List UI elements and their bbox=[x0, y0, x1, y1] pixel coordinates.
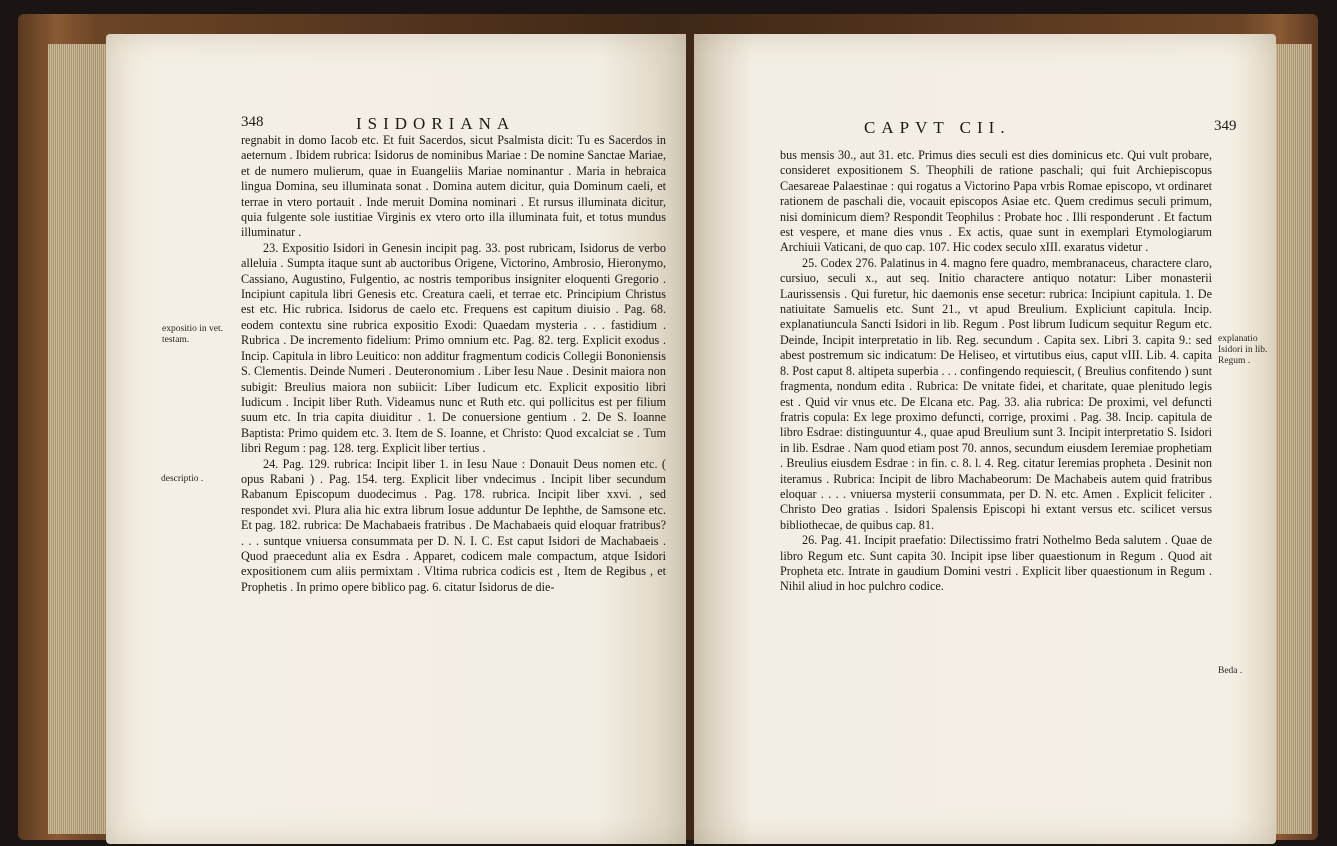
right-paragraph-3: 26. Pag. 41. Incipit praefatio: Dilectissimo fratri Nothelmo Beda salutem . Quae de libro Regum etc. Sunt capita 30. Incipit ipse liber quaestionum in Regum . Quod ait Propheta etc. Intrate in gaudium Domini vestri . Explicit liber quaestionum in Regum . Nihil aliud in hoc pulchro codice. bbox=[780, 533, 1212, 594]
left-page bbox=[106, 34, 686, 844]
left-paragraph-3: 24. Pag. 129. rubrica: Incipit liber 1. in Iesu Naue : Donauit Deus nomen etc. ( opus Rabani ) . Pag. 154. terg. Explicit liber vndecimus . Incipit liber secundum Rabanum Episcopum duodecimus . Pag. 178. rubrica. Incipit liber xxvi. , sed respondet xvi. Plura alia hic extra librum Iosue adduntur De Iephthe, de Samsone etc. Et pag. 182. rubrica: De Machabaeis fratribus . De Machabaeis quid eloquar fratribus? . . . suntque vniuersa consummata per D. N. I. C. Est caput Isidori de Machabaeis . Quod praecedunt alia ex Esdra . Apparet, codicem male compactum, atque Isidori expositionem cum aliis permixtam . Vltima rubrica codicis est , Item de Regibus , et Prophetis . In primo opere biblico pag. 6. citatur Isidorus de die- bbox=[241, 456, 666, 594]
right-page-number: 349 bbox=[1214, 118, 1237, 134]
margin-note-explanatio: explanatio Isidori in lib. Regum . bbox=[1218, 334, 1268, 366]
right-running-title: CAPVT CII. bbox=[864, 118, 1011, 137]
left-page-edges bbox=[48, 44, 106, 834]
left-page-number: 348 bbox=[241, 114, 264, 130]
left-paragraph-1: regnabit in domo Iacob etc. Et fuit Sacerdos, sicut Psalmista dicit: Tu es Sacerdos in aeternum . Ibidem rubrica: Isidorus de nominibus Mariae : De nomine Sanctae Mariae, et de numero mulierum, quae in Euangeliis Mariae nominantur . Maria in hebraica lingua Domina, seu illuminata sonat . Domina autem dicitur, quia Dominum caeli, et terrae in vtero portauit . Inde meruit Domina nominari . Et rursus illuminata dicitur, quia fulgente sole iustitiae Virginis ex vtero orto illa illuminata fuit, et totus mundus illuminatur . bbox=[241, 133, 666, 240]
margin-note-expositio: expositio in vet. testam. bbox=[162, 324, 223, 345]
left-page-body bbox=[241, 133, 666, 595]
right-page-body bbox=[780, 148, 1212, 595]
left-running-title: ISIDORIANA bbox=[356, 114, 516, 133]
margin-note-descriptio: descriptio . bbox=[161, 474, 204, 484]
right-paragraph-1: bus mensis 30., aut 31. etc. Primus dies seculi est dies dominicus etc. Qui vult probare, consideret expositionem S. Theophili de ratione paschali; qui fuit Archiepiscopus Caesareae Palaestinae : qui rogatus a Victorino Papa vrbis Romae episcopo, vt ordinaret rationem de paschali die, vocauit episcopos Asiae etc. Quem credimus seculi primum, nisi dominicum diem? Respondit Teophilus : Probate hoc . Illi responderunt . Et factum est vespere, et mane dies vnus . Ex actis, quae sunt in exemplari Etymologiarum Archiuii Vaticani, de quo cap. 107. Hic codex seculo xIII. exaratus videtur . bbox=[780, 148, 1212, 255]
right-page-edges bbox=[1276, 44, 1312, 834]
right-paragraph-2: 25. Codex 276. Palatinus in 4. magno fere quadro, membranaceus, charactere claro, cursiuo, seculi x., aut seq. Initio charactere antiquo notatur: Liber monasterii Laurissensis . Qui furetur, hic daemonis ense secetur: rubrica: Incipiunt capitula. 1. De natiuitate Samuelis etc. Sunt 21., vt apud Breulium. Expliciunt capitula. Incip. explanatiuncula Sancti Isidori in lib. Regum . Post librum Iudicum sequitur Regum etc. Deinde, Incipit interpretatio in lib. Reg. secundum . Capita sex. Libri 3. capita 9.: sed abest postremum sic indicatum: De Heliseo, et virtutibus eius, caput vIII. Lib. 4. capita 8. Post caput 8. altipeta superbia . . . confingendo requiescit, ( Breulius confitendo ) sunt fragmenta, nondum edita . Rubrica: De vnitate fidei, et charitate, quae plenitudo legis est . Quid vir vnus etc. De Elcana etc. Pag. 33. alia rubrica: De proximi, vel defuncti fratris copula: Ex lege proximo defuncti, corrige, proximi . Pag. 38. Incip. capitula de libro Esdrae: distinguuntur 4., quae apud Breulium sunt 3. Incipit interpretatio S. Isidori in lib. Esdrae . Nam quod etiam post 70. annos, secundum eiusdem Ieremiae prophetiam . Breulius eiusdem Esdrae : in fin. c. 8. l. 4. Reg. citatur Ieremias propheta . Desinit non iteramus . Rubrica: Incipit de libro Machabeorum: De Machabeis autem quid fratribus eloquar . . . . vniuersa mysterii consummata, per D. N. etc. Amen . Explicit feliciter . Christo Deo gratias . Isidori Spalensis Episcopi hi extant versus etc. scilicet versus bibliothecae, de quibus cap. 81. bbox=[780, 255, 1212, 532]
margin-note-beda: Beda . bbox=[1218, 666, 1243, 676]
right-page bbox=[694, 34, 1276, 844]
open-book bbox=[18, 14, 1318, 840]
left-paragraph-2: 23. Expositio Isidori in Genesin incipit pag. 33. post rubricam, Isidorus de verbo alleluia . Sumpta itaque sunt ab auctoribus Origene, Victorino, Ambrosio, Hieronymo, Cassiano, Augustino, Fulgentio, ac nostris temporibus insigniter eloquenti Gregorio . Incipiunt capitula libri Genesis etc. Creatura caeli, et terrae etc. Principium Christus est etc. Hic rubrica. Isidorus de caelo etc. Frequens est capitum diuisio . Pag. 68. eodem contextu sine rubrica expositio Exodi: Quaedam mysteria . . . fastidium . Rubrica . De incremento fidelium: Primo omnium etc. Pag. 82. terg. Explicit exodus . Incip. Capitula in libro Leuitico: non additur fragmentum codicis Collegii Bononiensis S. Clementis. Deinde Numeri . Deuteronomium . Liber Iesu Naue . Desinit maiora non subigit: Breulius maiora non subiicit: Liber Iudicum etc. Explicit expositio libri Iudicum . Incipit liber Ruth. Videamus nunc et Ruth etc. qui pollicitus est per filium suum etc. In tria capita diuiditur . 1. De conuersione gentium . 2. De S. Ioanne Baptista: Primo quidem etc. 3. Item de S. Ioanne, et Christo: Quod excalciat se . Tum libri Regum : pag. 128. terg. Explicit liber tertius . bbox=[241, 240, 666, 456]
